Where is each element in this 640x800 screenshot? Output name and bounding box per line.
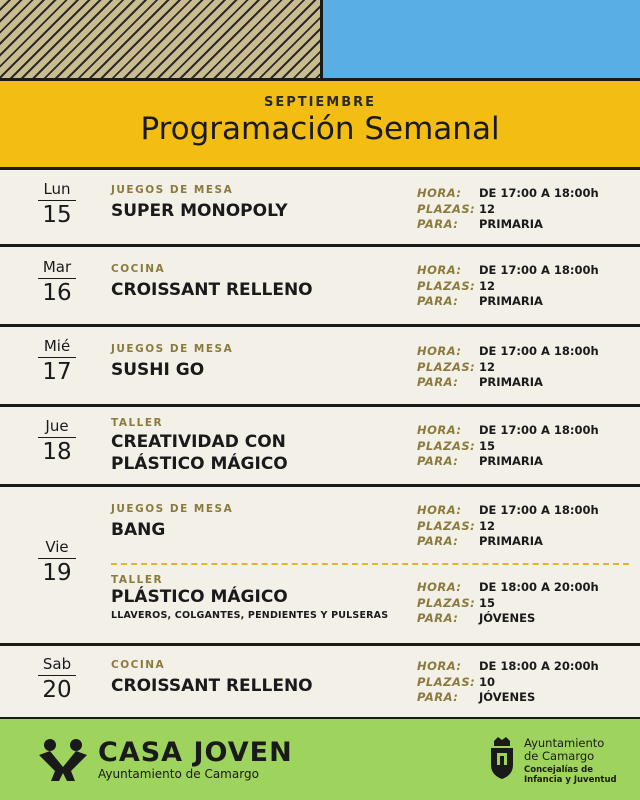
activity	[111, 343, 401, 379]
header-banner	[0, 81, 640, 167]
day-name: Jue	[45, 417, 69, 435]
day-badge	[38, 655, 76, 703]
day-name: Lun	[43, 180, 71, 198]
hora-label: HORA:	[417, 503, 462, 517]
plazas-value: 12	[479, 518, 496, 533]
activity	[111, 417, 401, 475]
activity-info	[417, 344, 627, 391]
day-rule	[38, 278, 76, 279]
plazas-value: 10	[479, 674, 496, 689]
activity-category: TALLER	[111, 574, 164, 586]
day-name: Mié	[43, 337, 71, 355]
top-decoration	[0, 0, 640, 80]
activity-name: PLÁSTICO MÁGICO	[111, 587, 288, 607]
activity	[111, 263, 401, 299]
day-number: 20	[42, 677, 72, 703]
day-rule	[38, 675, 76, 676]
plazas-label: PLAZAS:	[417, 518, 476, 533]
hora-label: HORA:	[417, 344, 462, 358]
day-badge	[38, 417, 76, 465]
plazas-label: PLAZAS:	[417, 674, 476, 689]
activity-name: CROISSANT RELLENO	[111, 676, 313, 696]
hora-label: HORA:	[417, 186, 462, 200]
para-value: PRIMARIA	[479, 217, 543, 231]
day-row-jue	[0, 407, 640, 484]
day-row-vie	[0, 487, 640, 643]
activity-info	[417, 186, 627, 233]
day-rule	[38, 437, 76, 438]
activity-info	[417, 659, 627, 706]
concejalias-label	[524, 765, 617, 785]
ayto-line1: Ayuntamiento	[524, 736, 605, 750]
para-label: PARA:	[417, 454, 459, 468]
activity-name: CROISSANT RELLENO	[111, 280, 313, 300]
ayto-line2: de Camargo	[524, 749, 595, 763]
plazas-label: PLAZAS:	[417, 359, 476, 374]
hora-value: DE 17:00 A 18:00h	[479, 186, 599, 200]
activity	[111, 503, 401, 539]
top-divider	[320, 0, 323, 78]
activity-info	[417, 423, 627, 470]
para-value: PRIMARIA	[479, 375, 543, 389]
hora-label: HORA:	[417, 659, 462, 673]
day-badge	[38, 258, 76, 306]
hora-value: DE 17:00 A 18:00h	[479, 503, 599, 517]
hora-value: DE 18:00 A 20:00h	[479, 580, 599, 594]
para-value: PRIMARIA	[479, 294, 543, 308]
plazas-value: 15	[479, 595, 496, 610]
activity	[111, 574, 411, 621]
coat-of-arms-icon	[488, 737, 516, 781]
para-value: PRIMARIA	[479, 454, 543, 468]
activity	[111, 184, 401, 220]
hora-value: DE 18:00 A 20:00h	[479, 659, 599, 673]
para-label: PARA:	[417, 375, 459, 389]
ayto-sub-line1: Concejalías de	[524, 765, 594, 775]
activity-name: BANG	[111, 520, 166, 540]
dashed-divider	[111, 563, 629, 565]
day-rule	[38, 357, 76, 358]
activity-name: SUPER MONOPOLY	[111, 201, 288, 221]
ayuntamiento-label	[524, 737, 604, 763]
para-label: PARA:	[417, 534, 459, 548]
plazas-label: PLAZAS:	[417, 201, 476, 216]
ayto-sub-line2: Infancia y Juventud	[524, 775, 617, 785]
activity-category: TALLER	[111, 417, 164, 429]
day-badge	[38, 337, 76, 385]
hora-label: HORA:	[417, 263, 462, 277]
activity-name: SUSHI GO	[111, 360, 205, 380]
activity	[111, 659, 401, 695]
para-value: JÓVENES	[479, 690, 536, 704]
activity-info	[417, 263, 627, 310]
day-name: Mar	[42, 258, 72, 276]
para-label: PARA:	[417, 690, 459, 704]
day-rule	[38, 558, 76, 559]
day-row-lun	[0, 170, 640, 244]
day-number: 17	[42, 359, 72, 385]
day-row-mie	[0, 327, 640, 404]
brand-subtitle: Ayuntamiento de Camargo	[98, 767, 259, 781]
day-badge	[38, 538, 76, 586]
activity-category: COCINA	[111, 263, 166, 275]
day-name: Vie	[45, 538, 69, 556]
activity-name-line2: PLÁSTICO MÁGICO	[111, 454, 288, 474]
para-label: PARA:	[417, 611, 459, 625]
day-number: 19	[42, 560, 72, 586]
activity-info	[417, 503, 627, 550]
plazas-value: 12	[479, 359, 496, 374]
day-row-sab	[0, 646, 640, 717]
day-row-mar	[0, 247, 640, 324]
hora-value: DE 17:00 A 18:00h	[479, 344, 599, 358]
para-label: PARA:	[417, 294, 459, 308]
day-number: 18	[42, 439, 72, 465]
hora-value: DE 17:00 A 18:00h	[479, 423, 599, 437]
page-title: Programación Semanal	[140, 111, 500, 147]
day-badge	[38, 180, 76, 228]
plazas-label: PLAZAS:	[417, 438, 476, 453]
plazas-label: PLAZAS:	[417, 278, 476, 293]
activity-name-line1: CREATIVIDAD CON	[111, 432, 286, 452]
brand-name: CASA JOVEN	[98, 737, 293, 768]
day-number: 16	[42, 280, 72, 306]
hora-label: HORA:	[417, 580, 462, 594]
para-value: JÓVENES	[479, 611, 536, 625]
para-value: PRIMARIA	[479, 534, 543, 548]
para-label: PARA:	[417, 217, 459, 231]
activity-name	[111, 431, 401, 475]
blue-panel	[320, 0, 640, 78]
activity-category: JUEGOS DE MESA	[111, 343, 234, 355]
hora-label: HORA:	[417, 423, 462, 437]
activity-category: JUEGOS DE MESA	[111, 503, 234, 515]
hora-value: DE 17:00 A 18:00h	[479, 263, 599, 277]
day-rule	[38, 200, 76, 201]
striped-panel	[0, 0, 320, 78]
plazas-value: 12	[479, 201, 496, 216]
plazas-value: 12	[479, 278, 496, 293]
day-number: 15	[42, 202, 72, 228]
plazas-label: PLAZAS:	[417, 595, 476, 610]
month-label: SEPTIEMBRE	[263, 95, 377, 110]
activity-subtitle: LLAVEROS, COLGANTES, PENDIENTES Y PULSERAS	[111, 610, 389, 621]
plazas-value: 15	[479, 438, 496, 453]
day-name: Sab	[42, 655, 72, 673]
activity-category: JUEGOS DE MESA	[111, 184, 234, 196]
casa-joven-logo-icon	[37, 737, 89, 781]
activity-category: COCINA	[111, 659, 166, 671]
activity-info	[417, 580, 627, 627]
